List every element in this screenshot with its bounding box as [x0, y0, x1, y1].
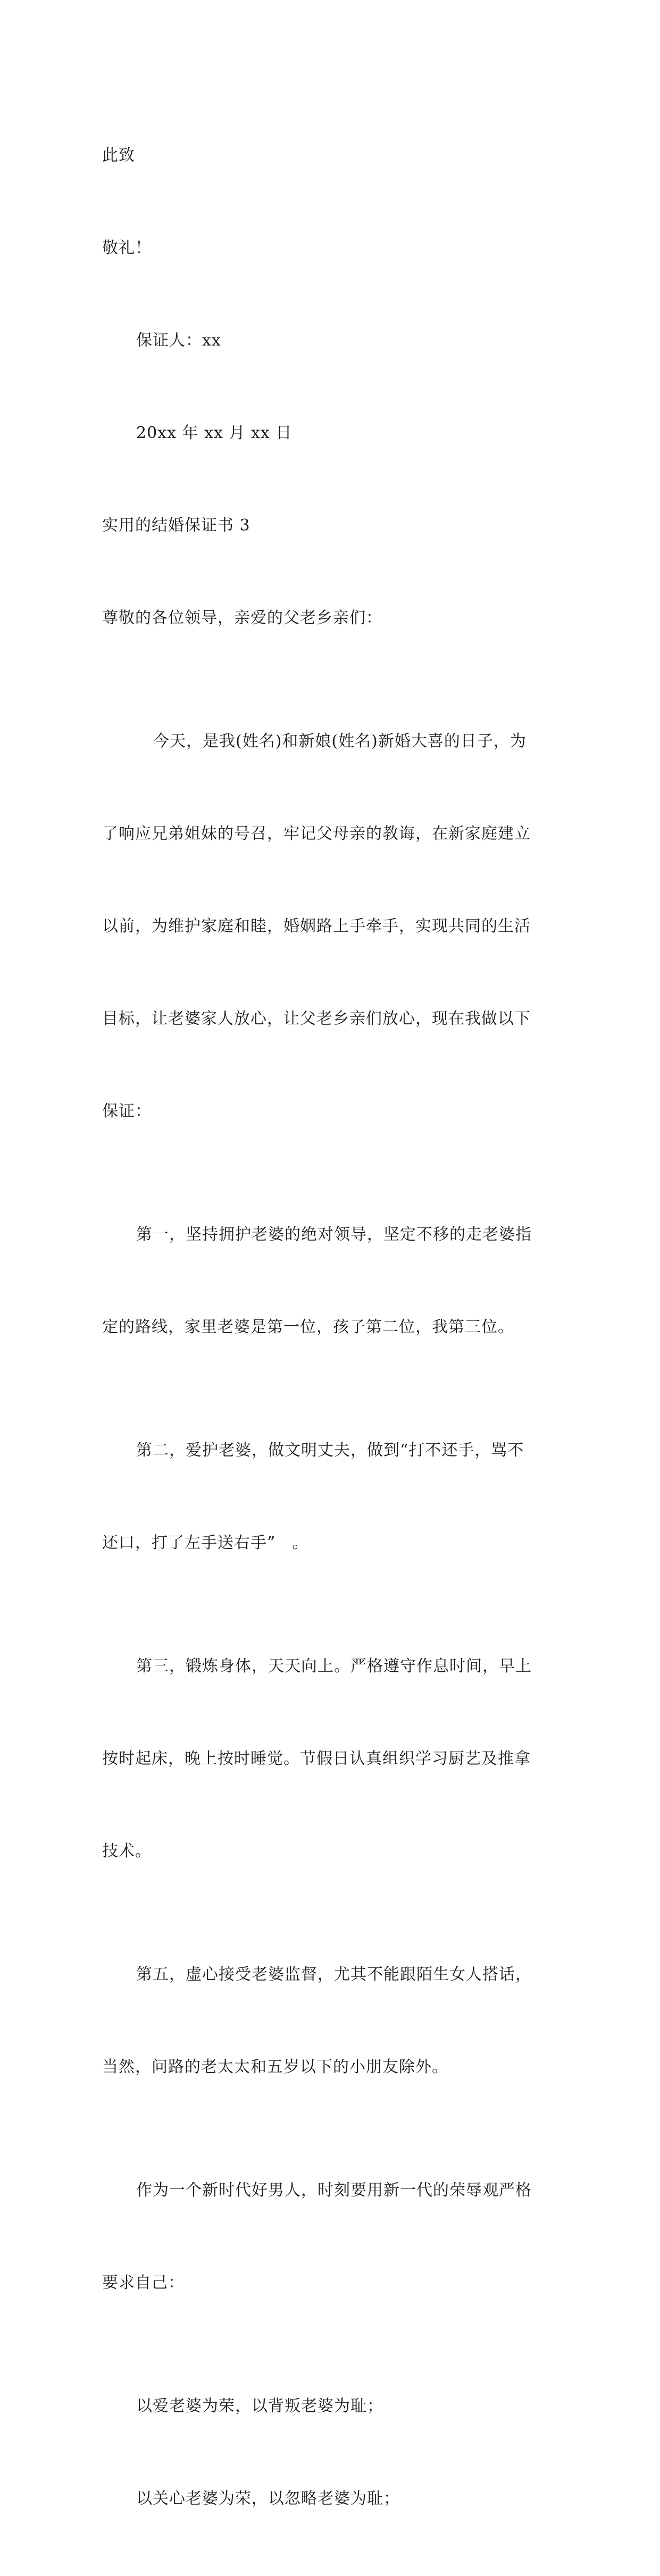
- intro-line: 以前，为维护家庭和睦，婚姻路上手牵手，实现共同的生活: [102, 917, 531, 936]
- point-3-line: 技术。: [102, 1842, 152, 1861]
- closing-paragraph-line: 作为一个新时代好男人，时刻要用新一代的荣辱观严格: [136, 2181, 532, 2200]
- point-3-line: 按时起床，晚上按时睡觉。节假日认真组织学习厨艺及推拿: [102, 1749, 531, 1768]
- closing-paragraph-line: 要求自己：: [102, 2274, 185, 2292]
- motto-line: 以爱老婆为荣，以背叛老婆为耻；: [136, 2397, 383, 2415]
- point-1-line: 定的路线，家里老婆是第一位，孩子第二位，我第三位。: [102, 1318, 514, 1336]
- point-1-line: 第一，坚持拥护老婆的绝对领导，坚定不移的走老婆指: [136, 1225, 532, 1244]
- point-5-line: 第五，虚心接受老婆监督，尤其不能跟陌生女人搭话，: [136, 1965, 532, 1984]
- salutation-line-2: 敬礼！: [102, 239, 152, 257]
- point-3-line: 第三，锻炼身体，天天向上。严格遵守作息时间，早上: [136, 1657, 532, 1676]
- point-2-line: 第二，爱护老婆，做文明丈夫，做到“打不还手，骂不: [136, 1441, 524, 1460]
- date-line: 20xx 年 xx 月 xx 日: [136, 424, 293, 442]
- point-5-line: 当然，问路的老太太和五岁以下的小朋友除外。: [102, 2058, 448, 2076]
- section-title: 实用的结婚保证书 3: [102, 516, 250, 535]
- salutation-line-1: 此致: [102, 146, 135, 165]
- intro-line: 保证：: [102, 1102, 152, 1121]
- document-body: [102, 79, 561, 2576]
- greeting-line: 尊敬的各位领导，亲爱的父老乡亲们：: [102, 609, 382, 627]
- guarantor-line: 保证人：xx: [136, 331, 221, 350]
- point-2-line: 还口，打了左手送右手” 。: [102, 1534, 309, 1552]
- intro-line: 了响应兄弟姐妹的号召，牢记父母亲的教诲，在新家庭建立: [102, 824, 531, 843]
- intro-line: 目标，让老婆家人放心，让父老乡亲们放心，现在我做以下: [102, 1009, 531, 1028]
- motto-line: 以关心老婆为荣，以忽略老婆为耻；: [136, 2489, 400, 2508]
- intro-line: 今天，是我(姓名)和新娘(姓名)新婚大喜的日子，为: [153, 732, 527, 751]
